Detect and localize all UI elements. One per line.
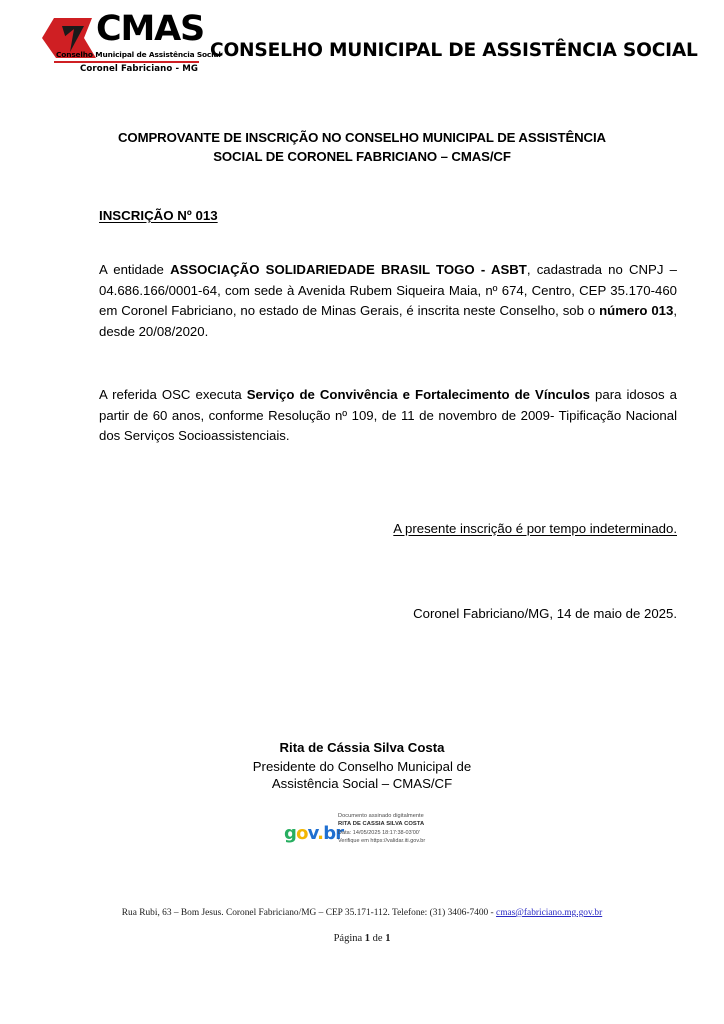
page-label-prefix: Página [333,933,365,944]
digital-signature-details [338,812,480,845]
service-name: Serviço de Convivência e Fortalecimento de Vínculos [246,387,590,402]
document-title-line-2: SOCIAL DE CORONEL FABRICIANO – CMAS/CF [213,149,511,164]
organization-title: CONSELHO MUNICIPAL DE ASSISTÊNCIA SOCIAL [210,40,698,61]
page-current: 1 [364,933,371,944]
place-and-date: Coronel Fabriciano/MG, 14 de maio de 2025. [413,606,677,621]
service-intro-text: A referida OSC executa [99,387,247,402]
service-paragraph [99,385,677,447]
document-title-line-1: COMPROVANTE DE INSCRIÇÃO NO CONSELHO MUNICIPAL DE ASSISTÊNCIA [118,130,606,145]
signatory-role-line-2: Assistência Social – CMAS/CF [271,776,453,791]
registration-date-text: , desde 20/08/2020. [99,303,677,339]
footer-address-text: Rua Rubi, 63 – Bom Jesus. Coronel Fabriciano/MG – CEP 35.171-112. Telefone: (31) 3406-7400 - [121,908,497,918]
govbr-logo-dot: . [317,823,324,844]
entity-name: ASSOCIAÇÃO SOLIDARIEDADE BRASIL TOGO - ASBT [170,262,527,277]
footer-email-link[interactable]: cmas@fabriciano.mg.gov.br [496,908,603,918]
govbr-logo-g: g [284,823,297,844]
logo-city: Coronel Fabriciano - MG [80,64,199,74]
registration-number: número 013 [599,303,674,318]
signature-verify-url: Verifique em https://validar.iti.gov.br [338,837,426,844]
logo-wordmark: CMAS [96,9,205,49]
service-details-text: para idosos a partir de 60 anos, conforme Resolução nº 109, de 11 de novembro de 2009- Tipificação Nacional dos Serviços Socioassistenciais. [99,387,677,443]
govbr-logo [284,825,343,843]
validity-statement-text: A presente inscrição é por tempo indeterminado. [393,521,677,536]
logo-divider [54,61,199,63]
cmas-logo [34,9,221,82]
digital-signature-stamp [284,812,480,856]
page-number [62,933,662,944]
signatory-name: Rita de Cássia Silva Costa [279,740,445,755]
signature-timestamp: Data: 14/05/2025 18:17:38-03'00' [338,829,420,836]
govbr-logo-v: v [307,823,318,844]
signature-notice: Documento assinado digitalmente [338,813,424,819]
entity-details-text: , cadastrada no CNPJ – 04.686.166/0001-64, com sede à Avenida Rubem Siqueira Maia, nº 674, Centro, CEP 35.170-460 em Coronel Fabriciano, no estado de Minas Gerais, é inscrita neste Conselho, sob o [99,262,677,318]
inscription-number-heading: INSCRIÇÃO Nº 013 [99,208,218,223]
govbr-logo-br: br [323,823,344,844]
footer-address [62,908,662,918]
page-total: 1 [385,933,391,944]
signatory-role-line-1: Presidente do Conselho Municipal de [252,758,472,774]
document-title [62,128,662,166]
validity-statement [99,521,677,536]
page-label-middle: de [370,933,386,944]
logo-subtitle: Conselho Municipal de Assistência Social [56,50,221,59]
entity-paragraph [99,260,677,342]
document-header [0,9,724,90]
govbr-logo-o: o [296,823,308,844]
entity-intro-text: A entidade [99,262,171,277]
signature-block [62,739,662,793]
signature-signer-name: RITA DE CASSIA SILVA COSTA [338,821,425,827]
